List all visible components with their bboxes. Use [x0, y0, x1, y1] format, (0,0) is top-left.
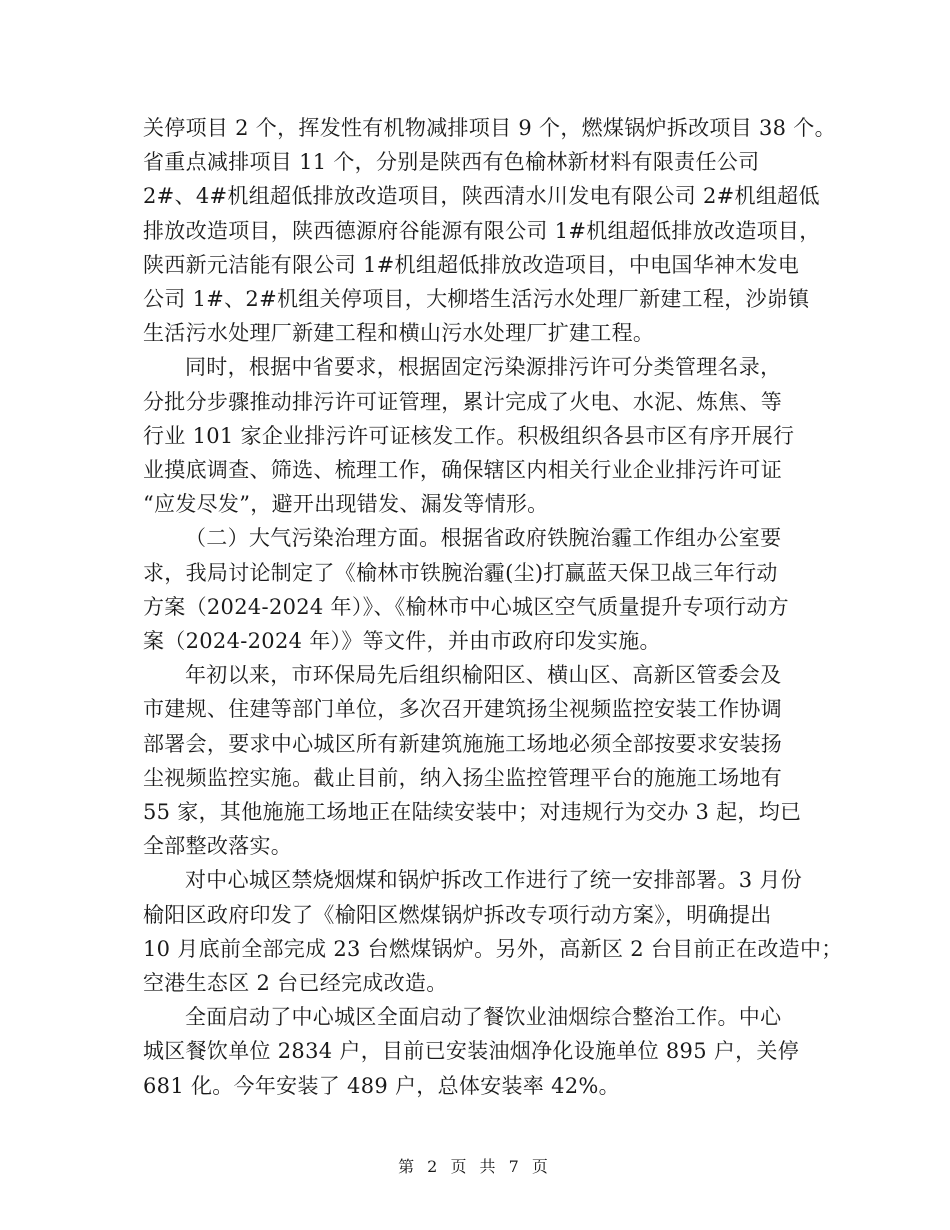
text-line: 空港生态区 2 台已经完成改造。 — [143, 971, 448, 996]
text-line: 关停项目 2 个，挥发性有机物减排项目 9 个，燃煤锅炉拆改项目 38 个。 — [143, 116, 836, 140]
document-body — [143, 111, 843, 1103]
text-line: （二）大气污染治理方面。根据省政府铁腕治霾工作组办公室要 — [185, 526, 782, 551]
paragraph — [143, 521, 823, 658]
text-line: “应发尽发”，避开出现错发、漏发等情形。 — [143, 492, 549, 517]
paragraph — [143, 111, 836, 350]
text-line: 方案（2024-2024 年）》、《榆林市中心城区空气质量提升专项行动方 — [143, 594, 789, 619]
paragraph — [143, 658, 823, 863]
text-line: 排放改造项目，陕西德源府谷能源有限公司 1#机组超低排放改造项目， — [143, 218, 821, 243]
text-line: 市建规、住建等部门单位，多次召开建筑扬尘视频监控安装工作协调 — [143, 697, 782, 722]
text-line: 2#、4#机组超低排放改造项目，陕西清水川发电有限公司 2#机组超低 — [143, 184, 820, 209]
text-line: 省重点减排项目 11 个，分别是陕西有色榆林新材料有限责任公司 — [143, 150, 760, 175]
text-line: 城区餐饮单位 2834 户，目前已安装油烟净化设施单位 895 户，关停 — [143, 1039, 800, 1064]
text-line: 对中心城区禁烧烟煤和锅炉拆改工作进行了统一安排部署。3 月份 — [185, 868, 803, 893]
text-line: 陕西新元洁能有限公司 1#机组超低排放改造项目，中电国华神木发电 — [143, 252, 800, 277]
text-line: 年初以来，市环保局先后组织榆阳区、横山区、高新区管委会及 — [185, 663, 782, 688]
text-line: 尘视频监控实施。截止目前，纳入扬尘监控管理平台的施施工场地有 — [143, 765, 782, 790]
text-line: 案（2024-2024 年）》等文件，并由市政府印发实施。 — [143, 629, 661, 654]
text-line: 求，我局讨论制定了《榆林市铁腕治霾(尘)打赢蓝天保卫战三年行动 — [143, 560, 778, 585]
page-footer: 第 2 页 共 7 页 — [398, 1157, 552, 1176]
paragraph — [143, 1000, 823, 1103]
text-line: 同时，根据中省要求，根据固定污染源排污许可分类管理名录， — [185, 355, 782, 380]
text-line: 全面启动了中心城区全面启动了餐饮业油烟综合整治工作。中心 — [185, 1005, 782, 1030]
paragraph — [143, 350, 823, 521]
text-line: 业摸底调查、筛选、梳理工作，确保辖区内相关行业企业排污许可证 — [143, 458, 782, 483]
text-line: 部署会，要求中心城区所有新建筑施施工场地必须全部按要求安装扬 — [143, 731, 782, 756]
text-line: 分批分步骤推动排污许可证管理，累计完成了火电、水泥、炼焦、等 — [143, 389, 782, 414]
text-line: 行业 101 家企业排污许可证核发工作。积极组织各县市区有序开展行 — [143, 423, 795, 448]
text-line: 681 化。今年安装了 489 户，总体安装率 42%。 — [143, 1073, 620, 1098]
text-line: 生活污水处理厂新建工程和横山污水处理厂扩建工程。 — [143, 321, 655, 346]
paragraph — [143, 863, 843, 1000]
text-line: 10 月底前全部完成 23 台燃煤锅炉。另外，高新区 2 台目前正在改造中； — [143, 936, 843, 961]
text-line: 公司 1#、2#机组关停项目，大柳塔生活污水处理厂新建工程，沙峁镇 — [143, 287, 810, 312]
text-line: 55 家，其他施施工场地正在陆续安装中；对违规行为交办 3 起，均已 — [143, 800, 802, 825]
text-line: 榆阳区政府印发了《榆阳区燃煤锅炉拆改专项行动方案》，明确提出 — [143, 902, 772, 927]
text-line: 全部整改落实。 — [143, 834, 293, 859]
